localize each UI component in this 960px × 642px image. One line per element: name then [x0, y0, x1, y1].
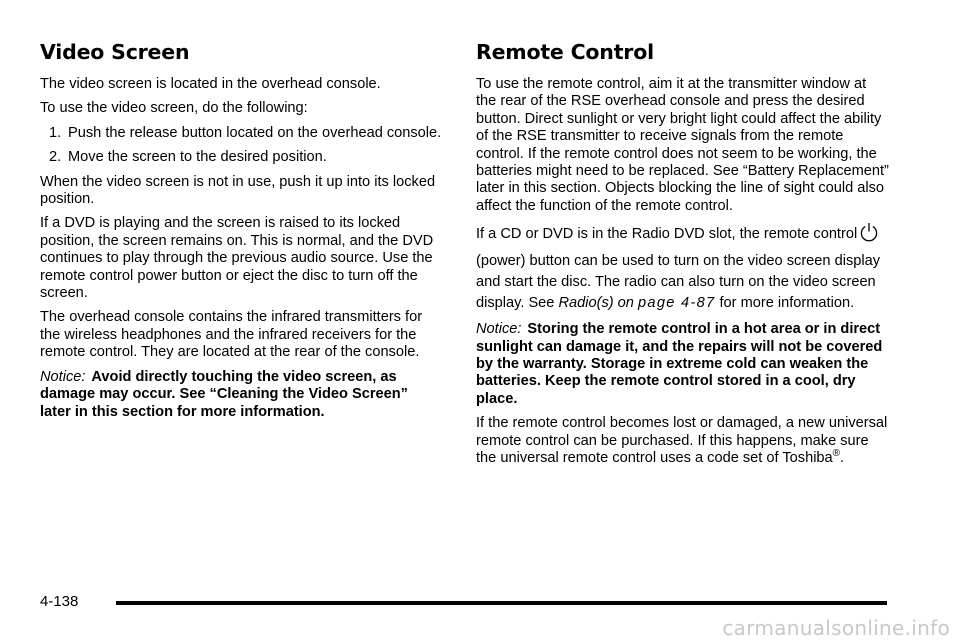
notice [40, 369, 442, 421]
steps-list [40, 125, 442, 167]
notice-label: Notice: [476, 321, 522, 338]
notice [476, 321, 890, 408]
paragraph: If a DVD is playing and the screen is raised to its locked position, the screen remains on. This is normal, and the DVD continues to play through the previous audio source. Use the remote control power button or eject the disc to turn off the screen. [40, 215, 434, 302]
power-icon [859, 222, 879, 251]
watermark: carmanualsonline.info [722, 616, 950, 640]
paragraph-text: (power) button can be used to turn on the video screen display and start the disc. The radio can also turn on the video screen display. See [476, 253, 881, 312]
paragraph-text: If the remote control becomes lost or damaged, a new universal remote control can be purchased. If this happens, make sure the universal remote control uses a code set of Toshiba [476, 415, 888, 467]
list-item [40, 149, 442, 166]
step-text: Push the release button located on the overhead console. [68, 124, 442, 141]
list-item [40, 125, 442, 142]
cross-reference: Radio(s) on [558, 295, 634, 312]
paragraph [476, 222, 890, 314]
section-title-remote-control: Remote Control [476, 40, 654, 64]
notice-text: Avoid directly touching the video screen, as damage may occur. See “Cleaning the Video Screen” later in this section for more information. [40, 368, 408, 420]
paragraph: When the video screen is not in use, push it up into its locked position. [40, 173, 436, 208]
step-text: Move the screen to the desired position. [68, 149, 327, 166]
paragraph: To use the video screen, do the following: [40, 100, 308, 117]
section-title-video-screen: Video Screen [40, 40, 190, 64]
step-number: 1. [49, 124, 62, 141]
paragraph: To use the remote control, aim it at the transmitter window at the rear of the RSE overhead console and press the desired button. Direct sunlight or very bright light could affect the ability of the RSE transmitter to receive signals from the remote control. If the remote control does not seem to be working, the batteries might need to be replaced. See “Battery Replacement” later in this section. Objects blocking the line of sight could also affect the function of the remote control. [476, 76, 889, 214]
right-column [476, 30, 890, 475]
cross-reference-page: page 4-87 [637, 295, 716, 312]
registered-mark: ® [832, 448, 841, 460]
notice-text: Storing the remote control in a hot area or in direct sunlight can damage it, and the repairs will not be covered by the warranty. Storage in extreme cold can weaken the batteries. Keep the remote control stored in a cool, dry place. [476, 321, 883, 407]
paragraph-text: If a CD or DVD is in the Radio DVD slot, the remote control [476, 226, 858, 243]
paragraph-text: for more information. [719, 295, 855, 312]
step-number: 2. [49, 149, 62, 166]
footer-divider [116, 601, 887, 605]
notice-label: Notice: [40, 368, 86, 385]
left-column [40, 30, 442, 428]
paragraph [476, 415, 890, 467]
page-number: 4-138 [40, 593, 79, 610]
paragraph: The overhead console contains the infrared transmitters for the wireless headphones and the infrared receivers for the remote control. They are located at the rear of the console. [40, 309, 423, 361]
paragraph: The video screen is located in the overhead console. [40, 76, 381, 92]
paragraph-text: . [840, 450, 845, 467]
